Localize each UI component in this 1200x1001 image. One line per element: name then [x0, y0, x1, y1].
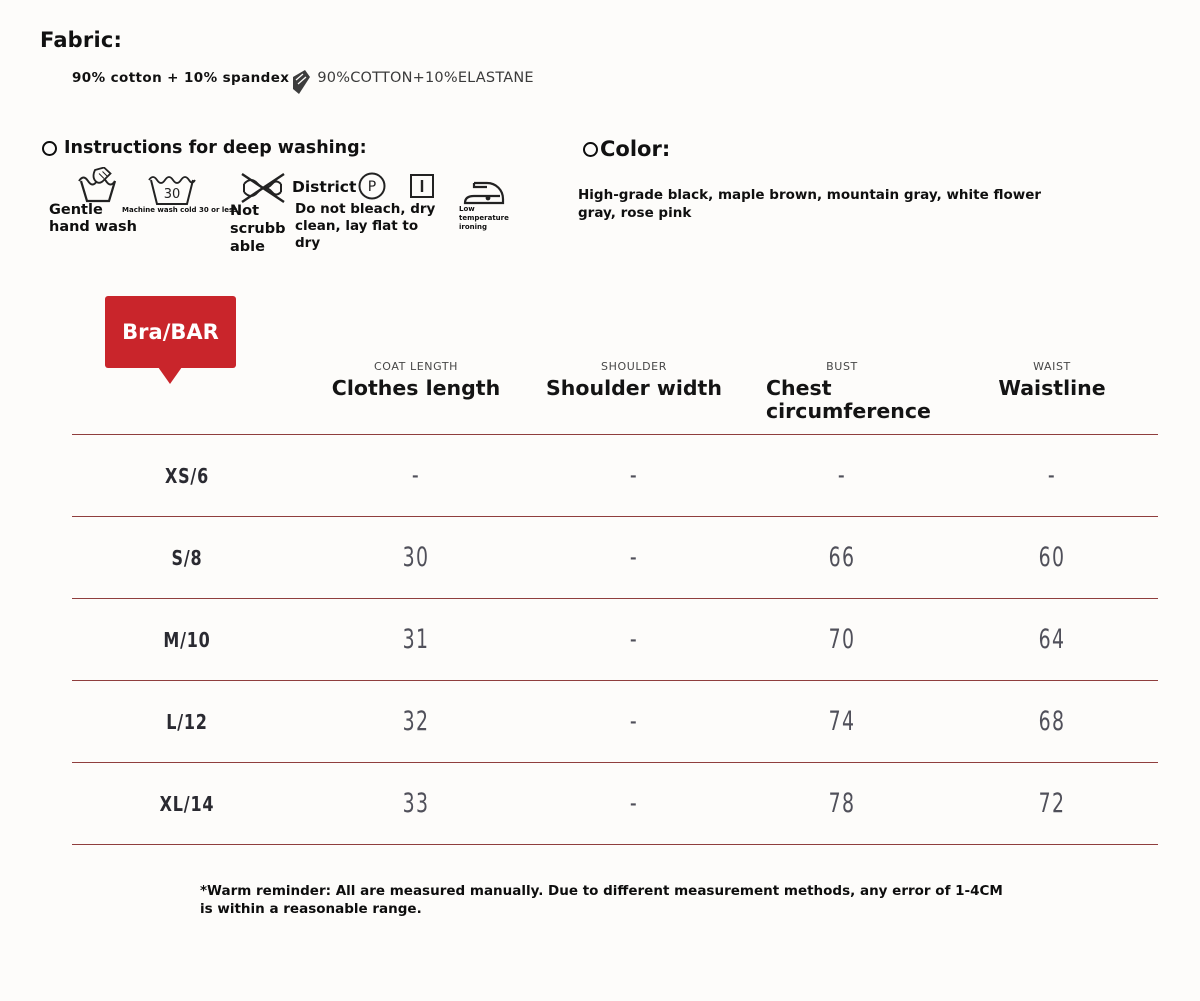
header-chest-circumference: BUST Chest circumference — [766, 360, 931, 423]
cell-shoulder: - — [629, 542, 639, 573]
washing-heading-text: Instructions for deep washing: — [64, 138, 367, 158]
cell-clothes-length: 31 — [402, 624, 430, 655]
dry-clean-p-icon — [357, 171, 387, 201]
cell-bust: 78 — [828, 788, 856, 819]
color-heading — [583, 137, 670, 161]
table-row-xl — [72, 763, 1158, 845]
cell-clothes-length: 30 — [402, 542, 430, 573]
table-row-m — [72, 599, 1158, 681]
low-iron-icon — [461, 176, 507, 208]
size-chart-header — [72, 352, 1158, 435]
cell-clothes-length: 32 — [402, 706, 430, 737]
header-waistline: WAIST Waistline — [998, 360, 1106, 400]
machine-wash-label: Machine wash cold 30 or less — [122, 206, 238, 214]
cell-shoulder: - — [629, 624, 639, 655]
cell-bust: - — [837, 460, 847, 491]
not-scrubbable-label: Not scrubbable — [230, 203, 286, 256]
cell-clothes-length: 33 — [402, 788, 430, 819]
header-size-spacer — [72, 360, 302, 434]
washing-heading — [42, 138, 367, 158]
cell-waist: - — [1047, 460, 1057, 491]
cell-waist: 60 — [1038, 542, 1066, 573]
table-row-xs — [72, 435, 1158, 517]
size-label: M/10 — [163, 627, 211, 652]
size-label: XL/14 — [159, 791, 215, 816]
cell-waist: 68 — [1038, 706, 1066, 737]
header-shoulder-width: SHOULDER Shoulder width — [546, 360, 722, 400]
size-label: XS/6 — [164, 463, 210, 488]
low-iron-label: Low temperature ironing — [459, 205, 509, 232]
table-row-s — [72, 517, 1158, 599]
fabric-heading: Fabric: — [40, 28, 123, 52]
header-clothes-length: COAT LENGTH Clothes length — [331, 360, 501, 400]
table-row-l — [72, 681, 1158, 763]
circle-bullet-icon — [42, 141, 57, 156]
cell-shoulder: - — [629, 460, 639, 491]
fabric-composition-caps: 90%COTTON+10%ELASTANE — [317, 70, 534, 86]
size-chart — [72, 352, 1158, 845]
svg-text:30: 30 — [163, 187, 181, 202]
machine-wash-30-icon — [147, 172, 197, 206]
warm-reminder-note: *Warm reminder: All are measured manually. Due to different measurement methods, any error of 1-4CM is within a reasonable range. — [200, 883, 1003, 918]
size-label: S/8 — [171, 545, 203, 570]
district-label: District — [292, 178, 357, 196]
cell-bust: 66 — [828, 542, 856, 573]
cell-clothes-length: - — [411, 460, 421, 491]
color-list: High-grade black, maple brown, mountain gray, white flower gray, rose pink — [578, 187, 1042, 221]
size-label: L/12 — [166, 709, 208, 734]
cell-waist: 64 — [1038, 624, 1066, 655]
drip-dry-icon — [408, 172, 436, 200]
fabric-composition — [72, 64, 534, 92]
fabric-swatch-icon — [290, 68, 312, 96]
hand-wash-label: Gentle hand wash — [49, 202, 137, 236]
color-heading-text: Color: — [600, 137, 671, 161]
cell-shoulder: - — [629, 706, 639, 737]
svg-text:P: P — [367, 179, 377, 195]
hand-wash-icon — [76, 167, 120, 207]
cell-bust: 74 — [828, 706, 856, 737]
cell-shoulder: - — [629, 788, 639, 819]
cell-waist: 72 — [1038, 788, 1066, 819]
cell-bust: 70 — [828, 624, 856, 655]
fabric-composition-text: 90% cotton + 10% spandex — [72, 70, 290, 86]
bra-badge-label: Bra/BAR — [122, 320, 219, 344]
circle-bullet-icon — [583, 142, 598, 157]
bleach-dryclean-label: Do not bleach, dry clean, lay flat to dry — [295, 201, 436, 251]
